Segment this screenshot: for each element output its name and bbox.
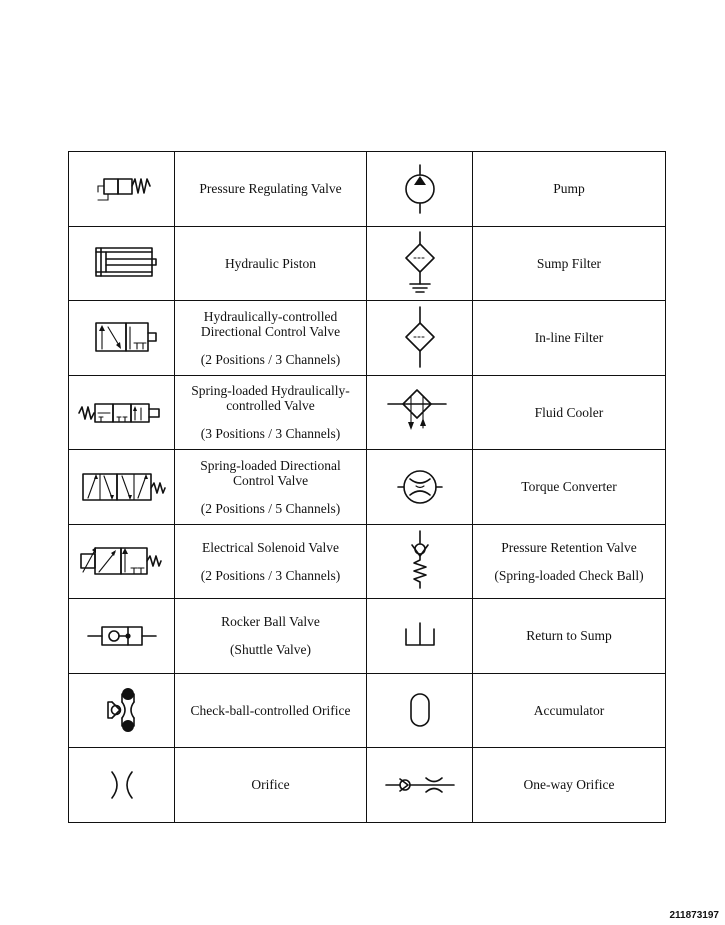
symbol-cell	[367, 152, 473, 227]
symbol-cell	[69, 524, 175, 599]
symbol-cell	[367, 226, 473, 301]
symbol-cell	[367, 748, 473, 823]
return-to-sump-icon	[390, 611, 450, 661]
symbol-cell	[69, 673, 175, 748]
spring-loaded-directional-valve-icon	[77, 462, 167, 512]
table-row	[69, 673, 666, 748]
symbol-label: Fluid Cooler	[473, 375, 666, 450]
symbol-label: Pump	[473, 152, 666, 227]
rocker-ball-valve-icon	[82, 611, 162, 661]
pressure-regulating-valve-icon	[82, 164, 162, 214]
accumulator-icon	[390, 680, 450, 740]
symbol-cell	[367, 375, 473, 450]
symbol-cell	[367, 450, 473, 525]
table-row	[69, 524, 666, 599]
table-row	[69, 152, 666, 227]
hydraulic-symbols-table	[68, 151, 666, 823]
symbol-cell	[69, 152, 175, 227]
symbol-label: Electrical Solenoid Valve (2 Positions / 3 Channels)	[175, 524, 367, 599]
symbol-label: Torque Converter	[473, 450, 666, 525]
spring-loaded-hydraulic-valve-icon	[77, 387, 167, 437]
symbol-cell	[69, 599, 175, 674]
figure-id: 211873197	[669, 910, 719, 921]
sump-filter-icon	[390, 230, 450, 296]
symbol-label: Rocker Ball Valve (Shuttle Valve)	[175, 599, 367, 674]
in-line-filter-icon	[390, 305, 450, 371]
table-row	[69, 599, 666, 674]
table-row	[69, 226, 666, 301]
torque-converter-icon	[390, 457, 450, 517]
orifice-icon	[92, 760, 152, 810]
symbol-label: Hydraulic Piston	[175, 226, 367, 301]
symbol-cell	[367, 524, 473, 599]
symbol-cell	[69, 226, 175, 301]
hydraulic-piston-icon	[82, 238, 162, 288]
electrical-solenoid-valve-icon	[77, 536, 167, 586]
symbol-cell	[367, 599, 473, 674]
check-ball-orifice-icon	[92, 680, 152, 740]
symbol-cell	[367, 673, 473, 748]
symbol-label: Orifice	[175, 748, 367, 823]
symbol-label: Spring-loaded Hydraulically- controlled Valve (3 Positions / 3 Channels)	[175, 375, 367, 450]
symbol-label: Spring-loaded Directional Control Valve (2 Positions / 5 Channels)	[175, 450, 367, 525]
symbol-cell	[69, 748, 175, 823]
table-row	[69, 301, 666, 376]
table-row	[69, 375, 666, 450]
one-way-orifice-icon	[380, 760, 460, 810]
symbol-label: In-line Filter	[473, 301, 666, 376]
symbol-label: Hydraulically-controlled Directional Control Valve (2 Positions / 3 Channels)	[175, 301, 367, 376]
symbol-label: Check-ball-controlled Orifice	[175, 673, 367, 748]
symbol-cell	[367, 301, 473, 376]
symbol-cell	[69, 375, 175, 450]
symbol-cell	[69, 450, 175, 525]
hydraulic-directional-control-valve-icon	[82, 313, 162, 363]
table-row	[69, 748, 666, 823]
table-row	[69, 450, 666, 525]
symbol-label: Sump Filter	[473, 226, 666, 301]
fluid-cooler-icon	[380, 382, 460, 442]
symbol-label: Accumulator	[473, 673, 666, 748]
symbol-label: Return to Sump	[473, 599, 666, 674]
symbol-label: Pressure Regulating Valve	[175, 152, 367, 227]
symbol-cell	[69, 301, 175, 376]
pump-icon	[390, 159, 450, 219]
pressure-retention-valve-icon	[390, 529, 450, 593]
symbol-label: Pressure Retention Valve (Spring-loaded Check Ball)	[473, 524, 666, 599]
symbol-label: One-way Orifice	[473, 748, 666, 823]
